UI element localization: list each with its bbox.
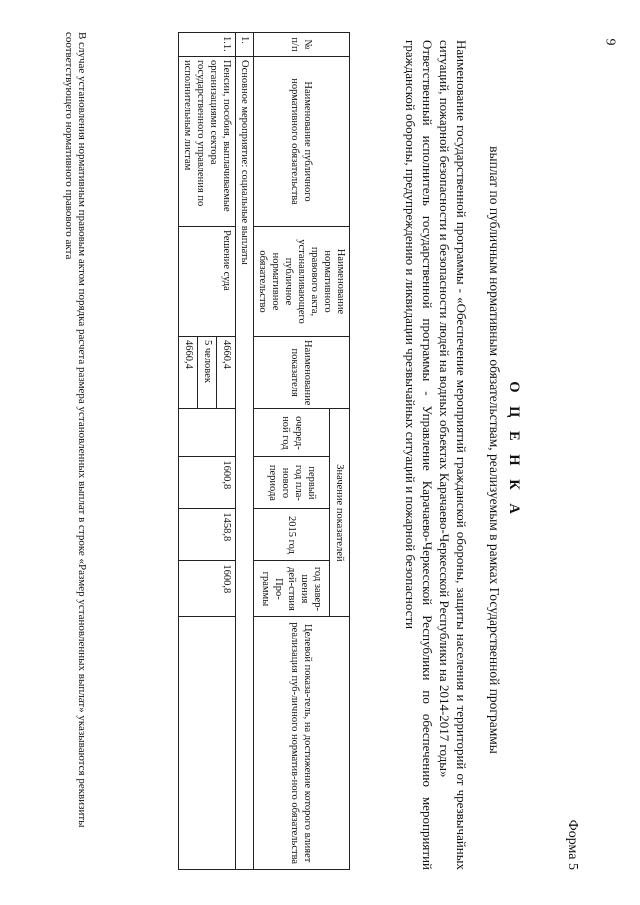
header-num: № п/п [254,33,350,57]
row-act: Решение суда [179,227,236,337]
page-number: 9 [602,38,618,46]
header-next-year: очеред-ной год [254,409,330,457]
row-year-2015: 1458,8 [179,509,236,561]
row-first-year: 1600,8 [179,457,236,509]
header-target: Целевой показа-тель, на достижение которого влияет реализация пуб-личного норматив-ного обязательства [254,617,350,870]
table-row [217,33,236,870]
document-title: О Ц Е Н К А [506,381,522,519]
row-target [179,617,236,870]
header-final-year: год завер-шения дей-ствия Про-граммы [254,561,330,617]
row-num: 1.1. [179,33,236,57]
row-next-year [179,409,236,457]
program-name-line: Наименование государственной программы - «Обеспечение мероприятий гражданской обороны, защиты населения и территорий от чрезвычайных ситуаций, пожарной безопасности и безопасности людей на водных объектах Карачаево-Черкесской Республики на 2014-2017 годы» [437,40,469,870]
executor-line: Ответственный исполнитель государственной программы - Управление Карачаево-Черкесской Республики по обеспечению мероприятий гражданской обороны, предупреждению и ликвидации чрезвычайных ситуаций и пожарной безопасности [403,40,435,870]
estimate-table [178,32,350,870]
header-obligation: Наименование публичного нормативного обязательства [254,57,350,227]
section-label: Основное мероприятие: социальные выплаты [236,57,254,870]
table-header-row-1 [330,33,350,870]
section-num: 1. [236,33,254,57]
header-first-plan-year: первый год пла-нового периода [254,457,330,509]
row-obligation: Пенсии, пособия, выплачиваемые организациями сектора государственного управления по исполнительным листам [179,57,236,227]
rotated-page-content [28,20,608,880]
form-label: Форма 5 [565,819,580,870]
row-indicator-value-1: 4660,4 [217,337,236,409]
section-row [236,33,254,870]
header-2015: 2015 год [254,509,330,561]
document-subtitle: выплат по публичным нормативным обязательствам, реализуемым в рамках Государственной программы [487,146,502,754]
row-final-year: 1600,8 [179,561,236,617]
row-indicator-value-2: 5 человек [198,337,217,409]
header-values-group: Значение показателей [330,409,350,617]
header-act: Наименование нормативного правового акта, устанавливающего публичное нормативное обязательство [254,227,350,337]
program-parameters [402,40,470,870]
footnote: В случае установления нормативным правовым актом порядка расчета размера установленных выплат в строке «Размер установленных выплат» указываются реквизиты соответствующего нормативного правового акта [63,32,88,828]
header-indicator: Наименование показателя [254,337,350,409]
row-indicator-value-3: 4660,4 [179,337,198,409]
